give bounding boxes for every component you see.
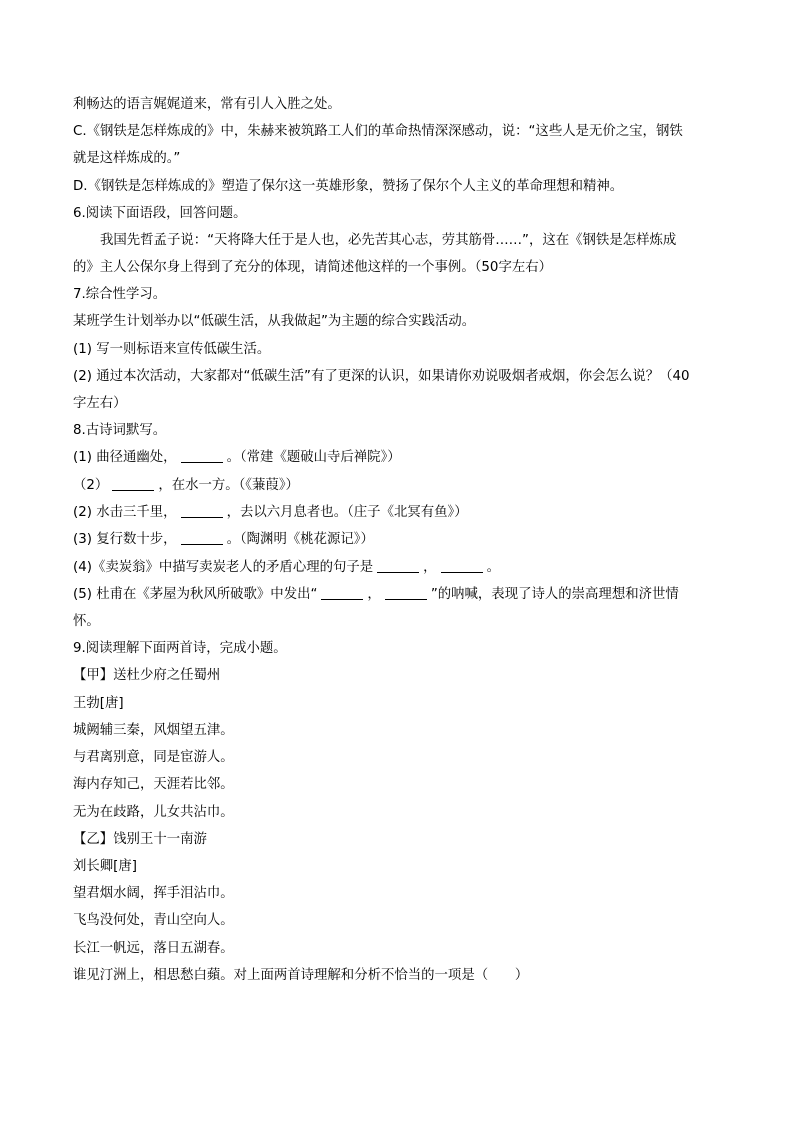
answer-blank [441, 558, 483, 573]
poem-a-verse: 海内存知己，天涯若比邻。 [73, 777, 234, 792]
option-c-line-2: 就是这样炼成的。” [73, 151, 181, 166]
item-text: (1) 曲径通幽处， [73, 450, 177, 465]
item-text: ， [423, 560, 437, 575]
question-7-part-2-line-2: 字左右） [73, 396, 127, 411]
question-8-title: 8.古诗词默写。 [73, 423, 167, 438]
answer-blank [321, 585, 363, 600]
poem-b-title: 【乙】饯别王十一南游 [73, 832, 207, 847]
question-8-item-4 [73, 530, 728, 550]
poem-a-verse: 无为在歧路，儿女共沾巾。 [73, 805, 234, 820]
item-text: (2) 水击三千里， [73, 505, 177, 520]
question-8-item-3 [73, 503, 728, 523]
item-text: 。 [486, 560, 500, 575]
answer-blank [377, 558, 419, 573]
question-7-title: 7.综合性学习。 [73, 287, 167, 302]
poem-b-verse: 望君烟水阔，挥手泪沾巾。 [73, 886, 234, 901]
poem-a-author: 王勃[唐] [73, 696, 124, 711]
answer-blank [181, 503, 223, 518]
item-text: (3) 复行数十步， [73, 532, 177, 547]
item-text: ， [367, 587, 381, 602]
poem-b-verse: 长江一帆远，落日五湖春。 [73, 941, 234, 956]
answer-blank [112, 476, 154, 491]
question-7-part-2-line-1: (2) 通过本次活动，大家都对“低碳生活”有了更深的认识，如果请你劝说吸烟者戒烟，你会怎么说？（40 [73, 369, 690, 384]
poem-b-author: 刘长卿[唐] [73, 859, 138, 874]
question-6-title: 6.阅读下面语段，回答问题。 [73, 206, 247, 221]
item-text: ”的呐喊，表现了诗人的崇高理想和济世情 [430, 587, 679, 602]
answer-blank [385, 585, 427, 600]
item-text: 。（常建《题破山寺后禅院》） [226, 450, 401, 465]
question-6-passage-1: 我国先哲孟子说：“天将降大任于是人也，必先苦其心志，劳其筋骨……”，这在《钢铁是怎样炼成 [100, 233, 677, 248]
question-8-item-5 [73, 558, 728, 578]
question-7-part-1: (1) 写一则标语来宣传低碳生活。 [73, 342, 271, 357]
item-text: (4)《卖炭翁》中描写卖炭老人的矛盾心理的句子是 [73, 560, 374, 575]
question-8-item-6 [73, 585, 728, 605]
answer-blank [181, 530, 223, 545]
poem-a-verse: 与君离别意，同是宦游人。 [73, 750, 234, 765]
item-text: 。（陶渊明《桃花源记》） [226, 532, 374, 547]
item-text: （2） [73, 478, 109, 493]
answer-blank [181, 448, 223, 463]
question-7-intro: 某班学生计划举办以“低碳生活，从我做起”为主题的综合实践活动。 [73, 314, 476, 329]
poem-a-title: 【甲】送杜少府之任蜀州 [73, 668, 221, 683]
item-text: (5) 杜甫在《茅屋为秋风所破歌》中发出“ [73, 587, 318, 602]
text-line: 利畅达的语言娓娓道来，常有引人入胜之处。 [73, 97, 341, 112]
item-text: ，去以六月息者也。（庄子《北冥有鱼》） [226, 505, 468, 520]
poem-b-verse-and-question: 谁见汀洲上，相思愁白蘋。对上面两首诗理解和分析不恰当的一项是（ ） [73, 968, 529, 983]
question-6-passage-2: 的》主人公保尔身上得到了充分的体现，请简述他这样的一个事例。（50字左右） [73, 260, 553, 275]
question-8-item-6-cont: 怀。 [73, 614, 100, 629]
question-8-item-2 [73, 476, 728, 496]
option-d-line: D.《钢铁是怎样炼成的》塑造了保尔这一英雄形象，赞扬了保尔个人主义的革命理想和精神。 [73, 179, 624, 194]
question-9-title: 9.阅读理解下面两首诗，完成小题。 [73, 641, 287, 656]
question-8-item-1 [73, 448, 728, 468]
option-c-line-1: C.《钢铁是怎样炼成的》中，朱赫来被筑路工人们的革命热情深深感动，说：“这些人是无价之宝，钢铁 [73, 124, 683, 139]
poem-a-verse: 城阙辅三秦，风烟望五津。 [73, 723, 234, 738]
item-text: ，在水一方。（《蒹葭》） [158, 478, 299, 493]
poem-b-verse: 飞鸟没何处，青山空向人。 [73, 913, 234, 928]
